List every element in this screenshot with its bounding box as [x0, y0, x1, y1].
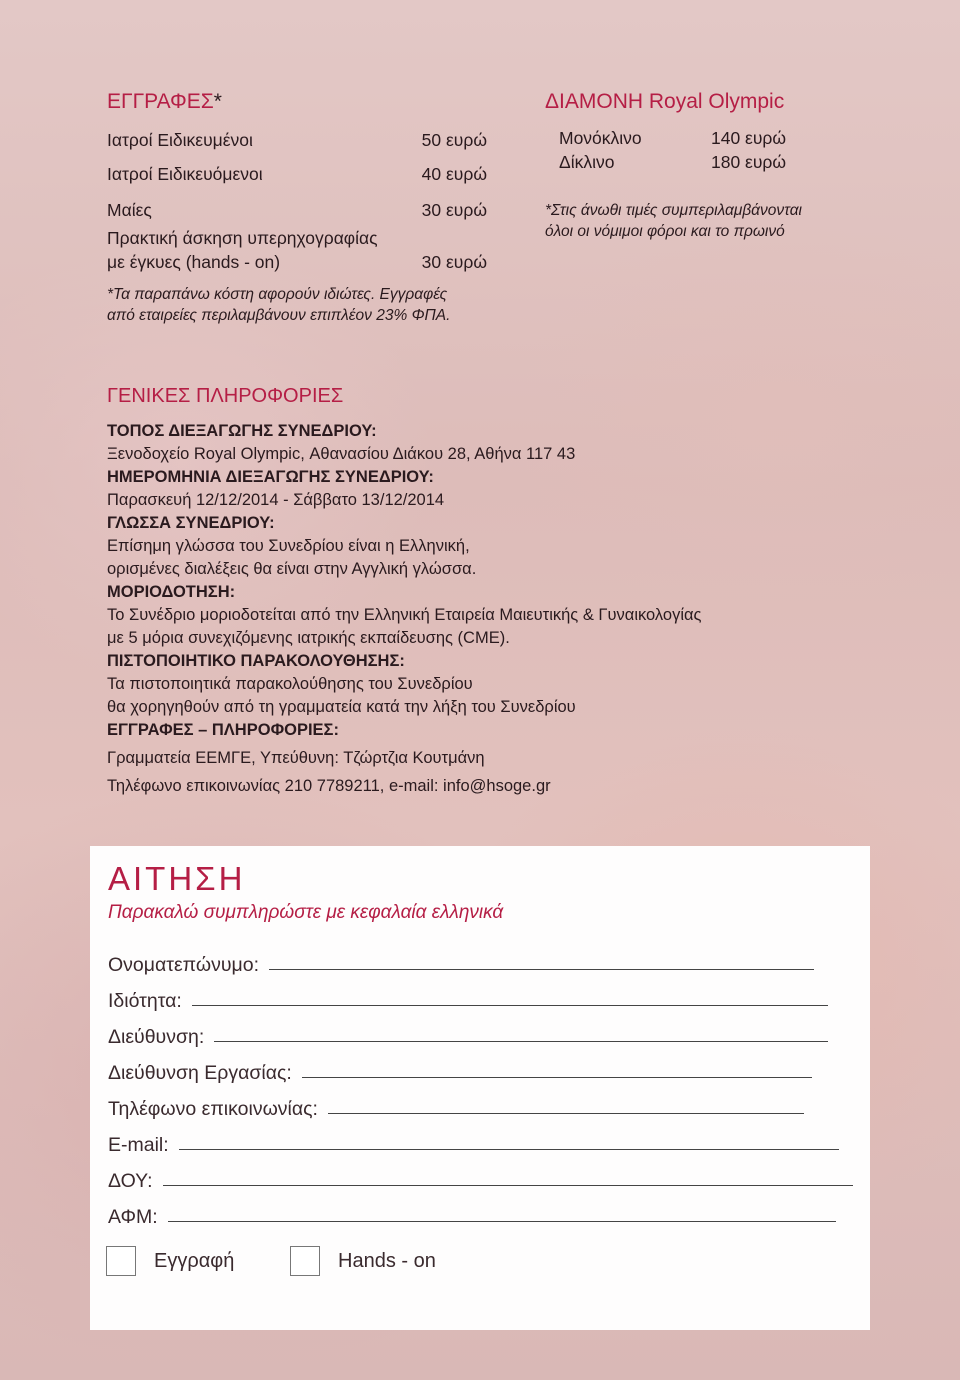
credits-text: Το Συνέδριο μοριοδοτείται από την Ελληνική Εταιρεία Μαιευτικής & Γυναικολογίας [107, 606, 702, 624]
room-price: 180 ευρώ [711, 152, 787, 172]
general-info-title: ΓΕΝΙΚΕΣ ΠΛΗΡΟΦΟΡΙΕΣ [107, 385, 344, 407]
field-label: Ονοματεπώνυμο: [108, 954, 259, 976]
fee-price: 30 ευρώ [421, 252, 487, 272]
contact-text: Τηλέφωνο επικοινωνίας 210 7789211, e-mail: info@hsoge.gr [107, 777, 551, 795]
venue-text: Ξενοδοχείο Royal Olympic, Αθανασίου Διάκου 28, Αθήνα 117 43 [107, 445, 576, 463]
fee-row-handson [107, 226, 487, 274]
registration-title: ΕΓΓΡΑΦΕΣ* [107, 90, 222, 113]
email-field[interactable] [108, 1134, 839, 1157]
checkbox-box[interactable] [106, 1246, 136, 1276]
field-label: Ιδιότητα: [108, 990, 182, 1012]
email-input-line[interactable] [179, 1148, 839, 1150]
checkbox-label: Εγγραφή [154, 1249, 235, 1272]
date-text: Παρασκευή 12/12/2014 - Σάββατο 13/12/2014 [107, 491, 445, 509]
room-label: Δίκλινο [559, 152, 615, 172]
general-info-section [107, 385, 887, 798]
field-label: Τηλέφωνο επικοινωνίας: [108, 1098, 318, 1120]
phone-field[interactable] [108, 1098, 804, 1121]
fee-row [107, 162, 487, 186]
checkbox-box[interactable] [290, 1246, 320, 1276]
fee-label: Μαίες [107, 200, 152, 220]
fee-price: 30 ευρώ [421, 200, 487, 220]
language-text: ορισμένες διαλέξεις θα είναι στην Αγγλική γλώσσα. [107, 560, 477, 578]
tax-office-field[interactable] [108, 1170, 853, 1193]
fee-label: Ιατροί Ειδικευόμενοι [107, 164, 263, 184]
tax-id-field[interactable] [108, 1206, 836, 1229]
room-label: Μονόκλινο [559, 128, 642, 148]
work-address-input-line[interactable] [302, 1076, 812, 1078]
field-label: ΔΟΥ: [108, 1170, 153, 1192]
room-row [545, 126, 885, 150]
registration-checkbox[interactable] [106, 1246, 234, 1276]
contact-label: ΕΓΓΡΑΦΕΣ – ΠΛΗΡΟΦΟΡΙΕΣ: [107, 721, 339, 739]
tax-office-input-line[interactable] [163, 1184, 853, 1186]
fee-row [107, 198, 487, 222]
venue-label: ΤΟΠΟΣ ΔΙΕΞΑΓΩΓΗΣ ΣΥΝΕΔΡΙΟΥ: [107, 422, 377, 440]
fee-row [107, 128, 487, 152]
room-row [545, 150, 885, 174]
application-form [90, 846, 870, 1330]
language-label: ΓΛΩΣΣΑ ΣΥΝΕΔΡΙΟΥ: [107, 514, 275, 532]
work-address-field[interactable] [108, 1062, 812, 1085]
language-text: Επίσημη γλώσσα του Συνεδρίου είναι η Ελληνική, [107, 537, 470, 555]
room-price: 140 ευρώ [711, 128, 787, 148]
field-label: ΑΦΜ: [108, 1206, 158, 1228]
fee-label-cont: με έγκυες (hands - on) [107, 252, 281, 272]
accommodation-title: ΔΙΑΜΟΝΗ Royal Olympic [545, 90, 785, 113]
profession-input-line[interactable] [192, 1004, 828, 1006]
certificate-text: Τα πιστοποιητικά παρακολούθησης του Συνεδρίου [107, 675, 473, 693]
registration-note: *Τα παραπάνω κόστη αφορούν ιδιώτες. Εγγραφές από εταιρείες περιλαμβάνουν επιπλέον 23% ΦΠΑ. [107, 286, 451, 324]
handson-checkbox[interactable] [290, 1246, 436, 1276]
address-field[interactable] [108, 1026, 828, 1049]
certificate-label: ΠΙΣΤΟΠΟΙΗΤΙΚΟ ΠΑΡΑΚΟΛΟΥΘΗΣΗΣ: [107, 652, 405, 670]
profession-field[interactable] [108, 990, 828, 1013]
contact-text: Γραμματεία ΕΕΜΓΕ, Υπεύθυνη: Τζώρτζια Κουτμάνη [107, 749, 485, 767]
address-input-line[interactable] [214, 1040, 828, 1042]
credits-text: με 5 μόρια συνεχιζόμενης ιατρικής εκπαίδευσης (CME). [107, 629, 510, 647]
accommodation-note: *Στις άνωθι τιμές συμπεριλαμβάνονται όλοι οι νόμιμοι φόροι και το πρωινό [545, 202, 802, 240]
form-title: ΑΙΤΗΣΗ [108, 860, 246, 897]
checkbox-label: Hands - on [338, 1249, 436, 1272]
fee-price: 50 ευρώ [421, 130, 487, 150]
accommodation-section [545, 90, 885, 242]
date-label: ΗΜΕΡΟΜΗΝΙΑ ΔΙΕΞΑΓΩΓΗΣ ΣΥΝΕΔΡΙΟΥ: [107, 468, 434, 486]
field-label: E-mail: [108, 1134, 169, 1156]
name-field[interactable] [108, 954, 814, 977]
tax-id-input-line[interactable] [168, 1220, 836, 1222]
fee-price: 40 ευρώ [421, 164, 487, 184]
phone-input-line[interactable] [328, 1112, 804, 1114]
registration-section [107, 90, 487, 326]
credits-label: ΜΟΡΙΟΔΟΤΗΣΗ: [107, 583, 236, 601]
field-label: Διεύθυνση: [108, 1026, 205, 1048]
certificate-text: θα χορηγηθούν από τη γραμματεία κατά την λήξη του Συνεδρίου [107, 698, 576, 716]
name-input-line[interactable] [269, 968, 814, 970]
field-label: Διεύθυνση Εργασίας: [108, 1062, 292, 1084]
fee-label: Πρακτική άσκηση υπερηχογραφίας [107, 228, 378, 248]
form-subtitle: Παρακαλώ συμπληρώστε με κεφαλαία ελληνικά [108, 902, 504, 923]
fee-label: Ιατροί Ειδικευμένοι [107, 130, 253, 150]
